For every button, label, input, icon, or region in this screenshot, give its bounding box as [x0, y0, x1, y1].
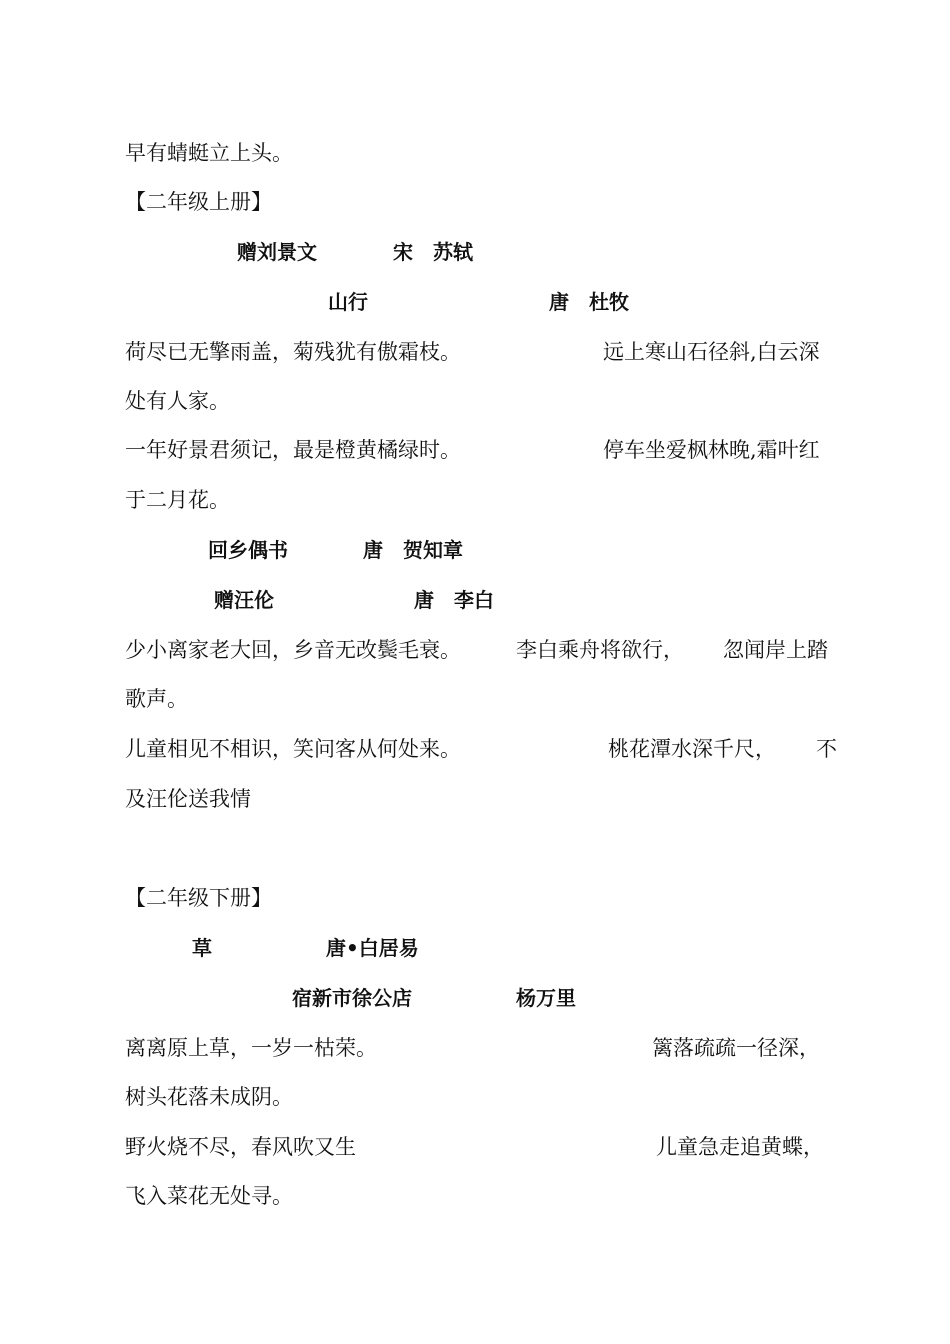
poem-title: 赠汪伦: [214, 588, 274, 612]
poem-author: 杨万里: [516, 986, 576, 1010]
poem-line: 树头花落未成阴。: [125, 1085, 293, 1109]
poem-line: 野火烧不尽，春风吹又生: [125, 1135, 356, 1159]
poem-line: 李白乘舟将欲行，: [516, 638, 684, 662]
poem-line: 荷尽已无擎雨盖，菊残犹有傲霜枝。: [125, 340, 461, 364]
poem-author: 宋 苏轼: [393, 240, 473, 264]
poem-author: 唐 贺知章: [363, 538, 463, 562]
poem-line: 飞入菜花无处寻。: [125, 1184, 293, 1208]
poem-line: 儿童急走追黄蝶，: [656, 1135, 824, 1159]
poem-title: 草: [192, 936, 212, 960]
poem-author: 唐 杜牧: [549, 290, 629, 314]
poem-line: 篱落疏疏一径深，: [652, 1036, 820, 1060]
section-heading: 【二年级上册】: [125, 190, 272, 214]
poem-line: 歌声。: [125, 687, 188, 711]
poem-line: 离离原上草，一岁一枯荣。: [125, 1036, 377, 1060]
poem-line: 停车坐爱枫林晚,霜叶红: [603, 438, 820, 462]
section-heading: 【二年级下册】: [125, 886, 272, 910]
poem-line: 处有人家。: [125, 389, 230, 413]
poem-title: 山行: [328, 290, 368, 314]
poem-line: 儿童相见不相识，笑问客从何处来。: [125, 737, 461, 761]
poem-line: 桃花潭水深千尺，: [608, 737, 776, 761]
poem-title: 赠刘景文: [237, 240, 317, 264]
poem-title: 宿新市徐公店: [292, 986, 412, 1010]
poem-line: 远上寒山石径斜,白云深: [603, 340, 820, 364]
poem-line: 少小离家老大回，乡音无改鬓毛衰。: [125, 638, 461, 662]
poem-line: 忽闻岸上踏: [723, 638, 828, 662]
poem-line: 于二月花。: [125, 488, 230, 512]
poem-author: 唐•白居易: [326, 936, 419, 960]
poem-line: 及汪伦送我情: [125, 787, 251, 811]
poem-line: 不: [816, 737, 837, 761]
poem-author: 唐 李白: [414, 588, 494, 612]
poem-title: 回乡偶书: [208, 538, 288, 562]
poem-line: 一年好景君须记，最是橙黄橘绿时。: [125, 438, 461, 462]
text-line: 早有蜻蜓立上头。: [125, 141, 293, 165]
